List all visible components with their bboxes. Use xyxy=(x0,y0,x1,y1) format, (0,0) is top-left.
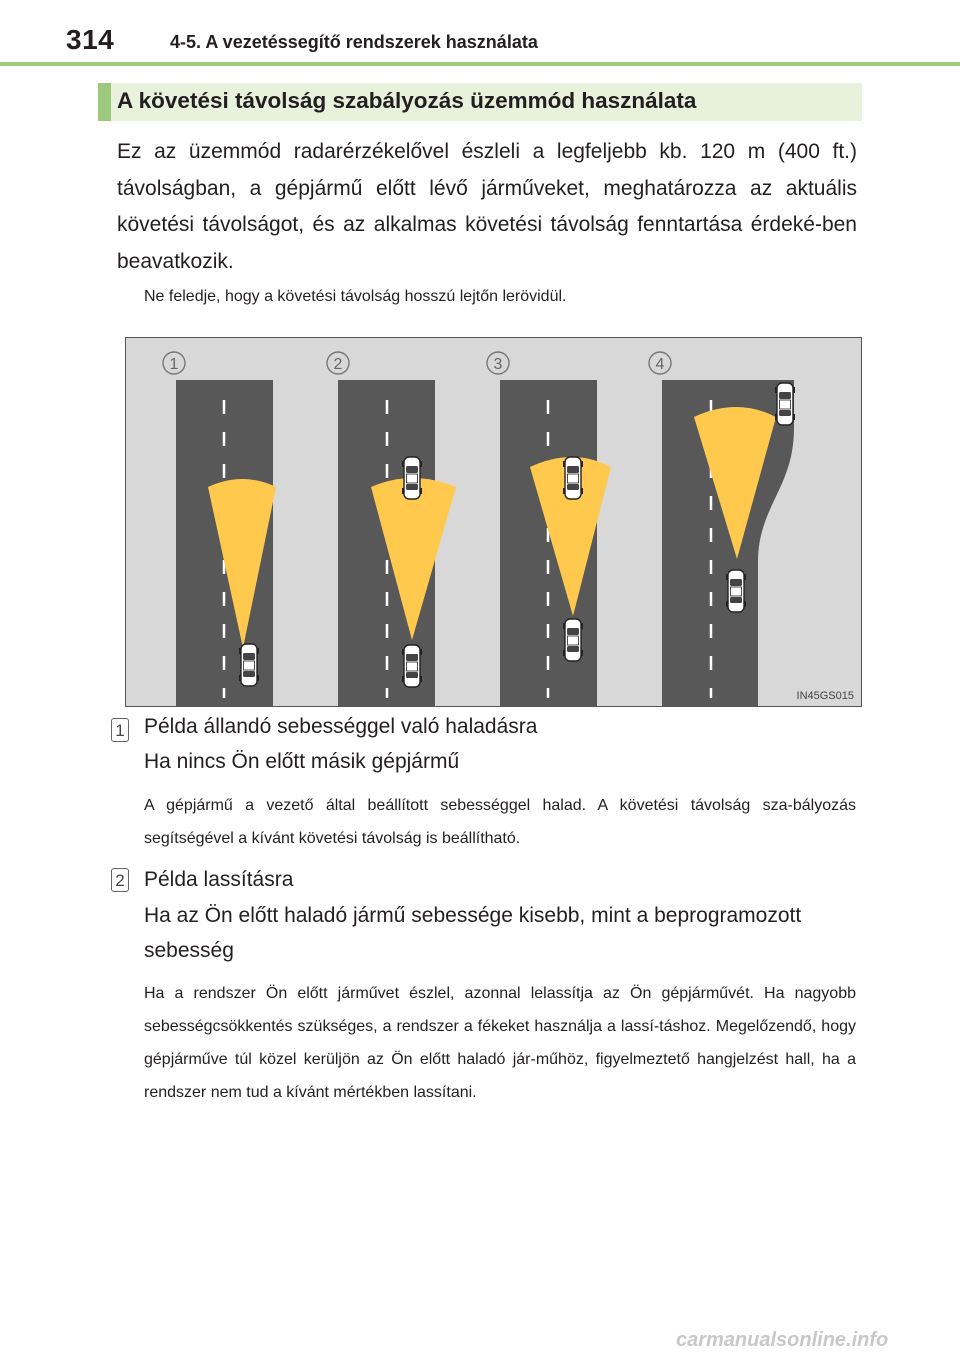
radar-illustration-svg xyxy=(126,338,862,707)
item-1-body: A gépjármű a vezető által beállított sebességgel halad. A követési távolság sza-bályozás segítségével a kívánt követési távolság is beállítható. xyxy=(144,797,856,847)
fig-label-4-text: 4 xyxy=(655,356,665,373)
item-marker-1: 1 xyxy=(111,718,129,742)
car-2-own xyxy=(402,645,422,687)
car-3-own xyxy=(563,619,583,661)
car-4-lead xyxy=(775,383,795,425)
fig-label-1-text: 1 xyxy=(169,356,179,373)
fig-label-2-text: 2 xyxy=(333,356,343,373)
car-1-own xyxy=(239,644,259,686)
watermark: carmanualsonline.info xyxy=(676,1329,889,1351)
figure-code: IN45GS015 xyxy=(796,690,854,702)
header-rule xyxy=(0,62,960,66)
item-2-subtitle: Ha az Ön előtt haladó jármű sebessége kisebb, mint a beprogramozott xyxy=(144,904,802,927)
fig-label-2 xyxy=(327,352,349,374)
section-heading-text: A követési távolság szabályozás üzemmód használata xyxy=(117,88,697,113)
item-2-subtitle-cont: sebesség xyxy=(144,939,234,962)
fig-label-4 xyxy=(649,352,671,374)
item-2-title: Példa lassításra xyxy=(144,868,294,891)
intro-paragraph: Ez az üzemmód radarérzékelővel észleli a legfeljebb kb. 120 m (400 ft.) távolságban, a gépjármű előtt lévő járműveket, meghatározza az aktuális követési távolságot, és az alkalmas követési távolság fenntartása érdeké-ben beavatkozik. xyxy=(117,140,857,273)
fig-label-3-text: 3 xyxy=(493,356,503,373)
chapter-title: 4-5. A vezetéssegítő rendszerek használata xyxy=(170,32,538,52)
fig-label-1 xyxy=(163,352,185,374)
page-number: 314 xyxy=(66,24,115,55)
item-1-title: Példa állandó sebességgel való haladásra xyxy=(144,715,538,738)
item-2-body: Ha a rendszer Ön előtt járművet észlel, azonnal lelassítja az Ön gépjárművét. Ha nagyobb sebességcsökkentés szükséges, a rendszer a fékeket használja a lassí-táshoz. Megelőzendő, hogy gépjárműve túl közel kerüljön az Ön előtt haladó jár-műhöz, figyelmeztető hangjelzést hall, ha a rendszer nem tud a kívánt mértékben lassítani. xyxy=(144,985,856,1101)
radar-illustration xyxy=(125,337,862,707)
fig-label-3 xyxy=(487,352,509,374)
car-2-lead xyxy=(402,457,422,499)
car-3-lead xyxy=(563,457,583,499)
item-1-subtitle: Ha nincs Ön előtt másik gépjármű xyxy=(144,750,460,773)
section-heading xyxy=(98,83,862,121)
note-paragraph: Ne feledje, hogy a követési távolság hosszú lejtőn lerövidül. xyxy=(144,288,567,305)
car-4-own xyxy=(726,570,746,612)
item-marker-2: 2 xyxy=(111,868,129,892)
